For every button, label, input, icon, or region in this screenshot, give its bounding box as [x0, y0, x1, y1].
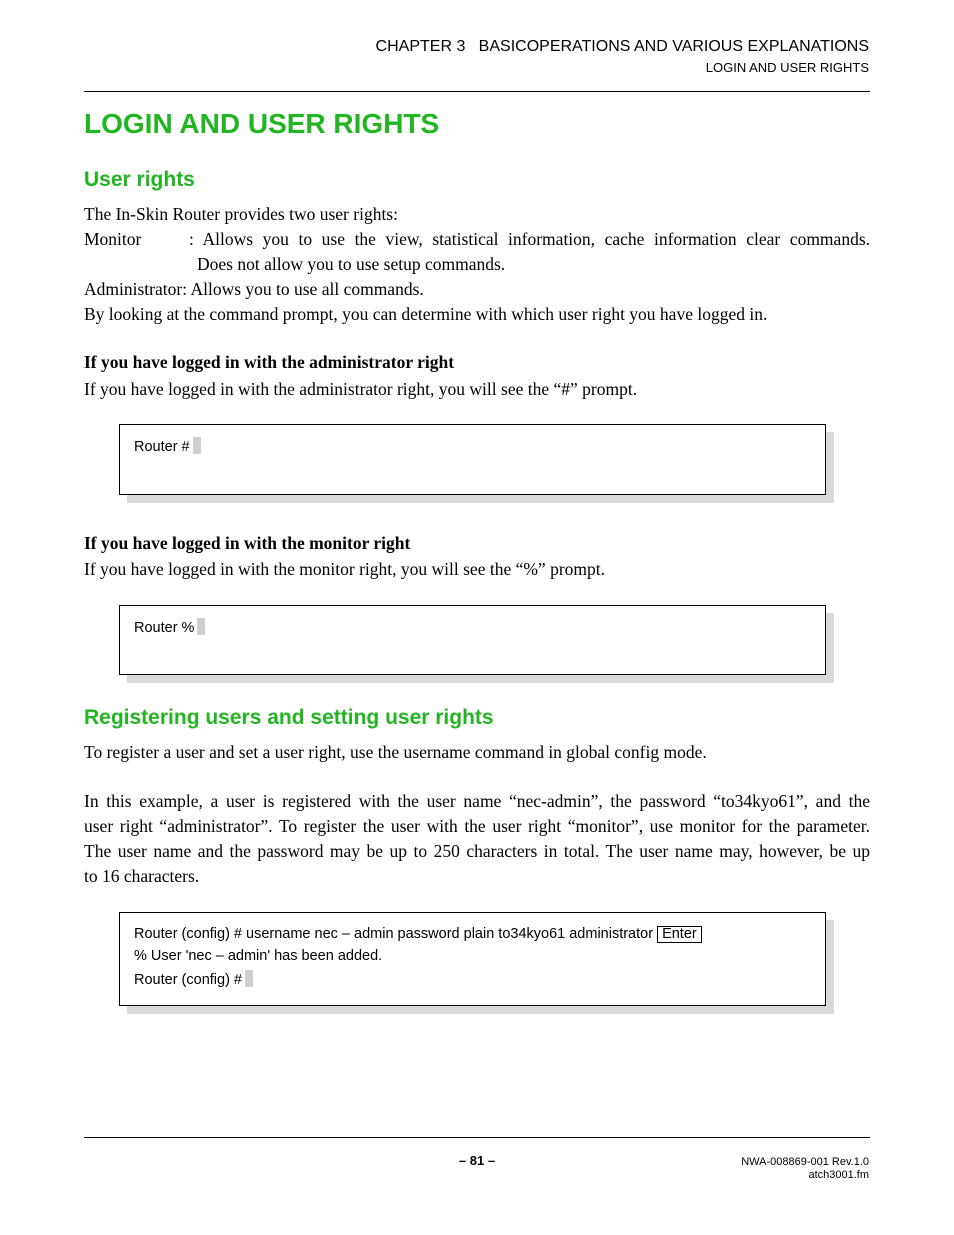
administrator-definition: Administrator: Allows you to use all commands.	[84, 279, 424, 299]
terminal-register	[119, 912, 826, 1006]
register-paragraph-2-line4: to 16 characters.	[84, 866, 200, 886]
document-id: NWA-008869-001 Rev.1.0	[741, 1156, 869, 1168]
admin-subheading: If you have logged in with the administrator right	[84, 352, 455, 372]
terminal-admin	[119, 424, 826, 495]
section-heading-registering: Registering users and setting user rights	[84, 706, 494, 729]
enter-key: Enter	[657, 926, 702, 943]
footer-rule	[84, 1137, 870, 1138]
monitor-desc-line2: Does not allow you to use setup commands.	[197, 254, 506, 274]
source-file: atch3001.fm	[808, 1169, 869, 1181]
admin-paragraph: If you have logged in with the administrator right, you will see the “#” prompt.	[84, 379, 638, 399]
register-paragraph-1: To register a user and set a user right, use the username command in global config mode.	[84, 742, 707, 762]
monitor-term: Monitor	[84, 229, 142, 249]
running-header-section: LOGIN AND USER RIGHTS	[705, 60, 869, 75]
header-rule	[84, 91, 870, 92]
cursor-block	[197, 618, 205, 635]
register-paragraph-2-line2: user right “administrator”. To register the user with the user right “monitor”, use monitor for the parameter.	[84, 816, 870, 836]
terminal-line: Router #	[134, 437, 201, 455]
monitor-desc-line1: : Allows you to use the view, statistical information, cache information clear commands.	[189, 229, 870, 249]
terminal-line: Router (config) # username nec – admin password plain to34kyo61 administrator Enter	[134, 926, 702, 943]
section-heading-user-rights: User rights	[84, 168, 195, 191]
cursor-block	[193, 437, 201, 454]
terminal-line: Router (config) #	[134, 970, 253, 988]
terminal-monitor	[119, 605, 826, 675]
prompt-explanation: By looking at the command prompt, you can determine with which user right you have logged in.	[84, 304, 768, 324]
user-rights-intro: The In-Skin Router provides two user rights:	[84, 204, 398, 224]
register-paragraph-2-line3: The user name and the password may be up to 250 characters in total. The user name may, however, be up	[84, 841, 870, 861]
terminal-line: Router %	[134, 618, 205, 636]
terminal-line: % User 'nec – admin' has been added.	[134, 948, 383, 964]
running-header-chapter: CHAPTER 3 BASICOPERATIONS AND VARIOUS EXPLANATIONS	[375, 38, 869, 55]
cursor-block	[245, 970, 253, 987]
page-title: LOGIN AND USER RIGHTS	[84, 108, 440, 139]
monitor-paragraph: If you have logged in with the monitor right, you will see the “%” prompt.	[84, 559, 606, 579]
monitor-subheading: If you have logged in with the monitor right	[84, 533, 411, 553]
register-paragraph-2-line1: In this example, a user is registered with the user name “nec-admin”, the password “to34kyo61”, and the	[84, 791, 870, 811]
page-number: – 81 –	[458, 1153, 496, 1168]
